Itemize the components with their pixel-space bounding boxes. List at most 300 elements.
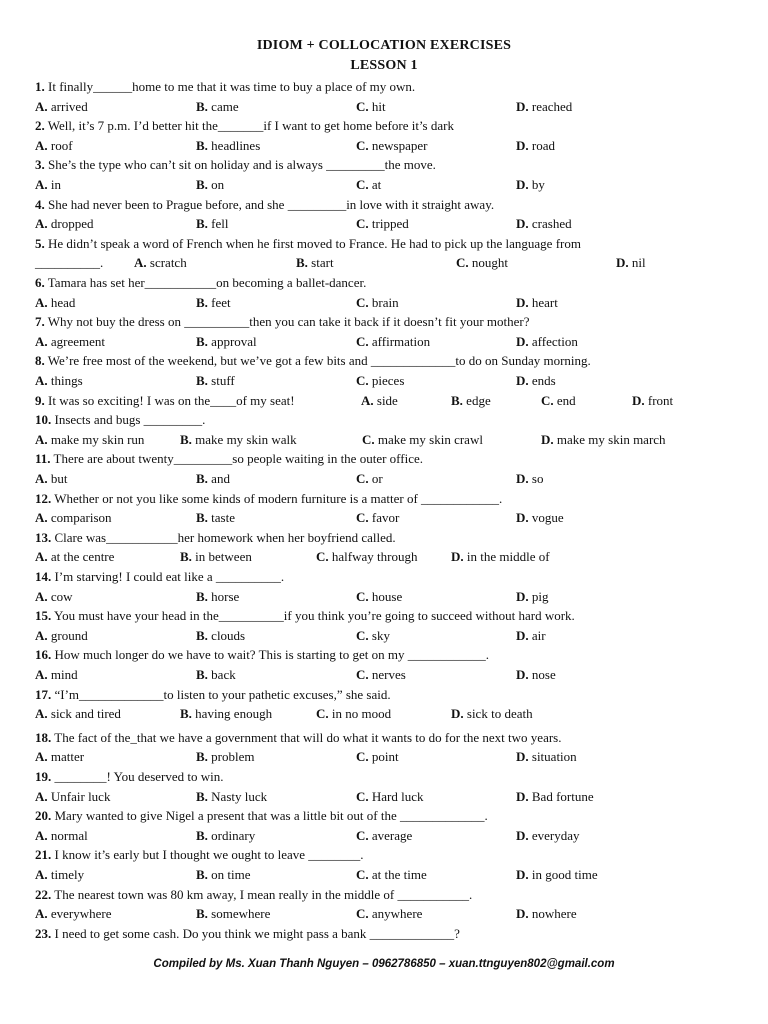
option-text: nerves <box>368 667 406 682</box>
answer-option[interactable] <box>196 747 255 766</box>
option-text: problem <box>207 749 255 765</box>
option-letter: D. <box>516 333 529 349</box>
answer-option[interactable] <box>451 547 550 566</box>
answer-option[interactable] <box>196 626 245 645</box>
answer-option[interactable] <box>180 547 252 566</box>
option-letter: D. <box>516 373 529 388</box>
option-text: end <box>553 392 576 408</box>
question-text: The nearest town was 80 km away, I mean really in the middle of ___________. <box>51 886 473 902</box>
question-text: There are about twenty_________so people waiting in the outer office. <box>50 451 423 467</box>
question-stem <box>35 234 581 253</box>
answer-option[interactable] <box>516 371 556 390</box>
answer-option[interactable] <box>516 136 555 155</box>
answer-option[interactable] <box>196 371 235 390</box>
answer-option[interactable] <box>516 787 594 806</box>
option-text: sky <box>368 627 390 643</box>
option-letter: A. <box>35 177 48 192</box>
option-text: headlines <box>207 137 261 153</box>
question-text: Why not buy the dress on __________then you can take it back if it doesn’t fit your mother? <box>44 314 530 330</box>
answer-option[interactable] <box>356 904 422 923</box>
option-text: sick and tired <box>47 706 121 722</box>
answer-option[interactable] <box>35 332 105 351</box>
question-number: 3. <box>35 157 45 173</box>
option-text: side <box>373 392 398 408</box>
option-letter: A. <box>35 549 48 565</box>
option-text: normal <box>47 827 88 843</box>
option-text: stuff <box>207 373 235 388</box>
option-letter: A. <box>35 98 48 114</box>
option-text: on time <box>207 867 251 882</box>
question-text: She had never been to Prague before, and she _________in love with it straight away. <box>44 196 495 212</box>
question-stem <box>35 645 489 664</box>
answer-option[interactable] <box>356 97 386 116</box>
option-letter: A. <box>35 294 48 310</box>
answer-option[interactable] <box>362 430 483 449</box>
option-text: hit <box>368 98 386 114</box>
option-text: ground <box>47 627 88 643</box>
option-text: on <box>207 177 225 192</box>
question-text: I’m starving! I could eat like a __________. <box>51 569 285 584</box>
option-letter: C. <box>356 627 369 643</box>
answer-option[interactable] <box>356 508 399 527</box>
option-letter: B. <box>196 667 208 682</box>
option-text: clouds <box>207 627 246 643</box>
answer-option[interactable] <box>516 332 578 351</box>
question-number: 1. <box>35 79 45 94</box>
answer-option[interactable] <box>516 665 556 684</box>
question-stem <box>35 195 494 214</box>
question-text: Tamara has set her___________on becoming a ballet-dancer. <box>44 275 367 290</box>
answer-option[interactable] <box>356 747 399 766</box>
question-stem <box>35 567 284 586</box>
question-number: 8. <box>35 353 45 369</box>
question-number: 9. <box>35 392 45 408</box>
option-letter: B. <box>296 255 308 271</box>
answer-option[interactable] <box>180 430 297 449</box>
option-letter: D. <box>516 749 529 765</box>
option-letter: D. <box>516 471 529 486</box>
option-letter: D. <box>516 667 529 682</box>
answer-option[interactable] <box>356 214 409 233</box>
question-text: ________! You deserved to win. <box>51 769 224 784</box>
answer-option[interactable] <box>196 175 224 194</box>
option-text: make my skin walk <box>191 431 297 447</box>
option-text: point <box>368 749 399 765</box>
question-text-continued: __________. <box>35 255 104 271</box>
option-letter: B. <box>196 333 208 349</box>
option-text: air <box>528 627 546 643</box>
question-number: 18. <box>35 729 52 745</box>
answer-option[interactable] <box>35 826 88 845</box>
question-stem <box>35 924 460 943</box>
answer-option[interactable] <box>35 136 73 155</box>
option-letter: C. <box>316 706 329 722</box>
option-text: vogue <box>528 510 564 526</box>
answer-option[interactable] <box>196 665 236 684</box>
question-stem <box>35 155 436 174</box>
option-text: Bad fortune <box>528 788 594 804</box>
option-text: heart <box>528 294 558 310</box>
option-letter: B. <box>180 549 192 565</box>
question-stem <box>35 351 591 370</box>
question-text: I know it’s early but I thought we ought to leave ________. <box>51 847 364 863</box>
option-letter: B. <box>196 177 208 192</box>
option-text: taste <box>207 510 235 526</box>
option-letter: C. <box>356 867 369 882</box>
option-text: everywhere <box>47 906 112 922</box>
option-letter: B. <box>196 510 208 526</box>
option-text: sick to death <box>463 706 533 722</box>
question-stem <box>35 767 224 786</box>
question-text: You must have your head in the__________if you think you’re going to succeed without hard work. <box>51 608 575 624</box>
option-letter: D. <box>516 788 529 804</box>
question-stem <box>35 806 488 825</box>
option-letter: A. <box>35 510 48 526</box>
question-number: 14. <box>35 569 52 584</box>
option-letter: A. <box>361 392 374 408</box>
option-text: Hard luck <box>368 788 424 804</box>
option-letter: B. <box>196 373 208 388</box>
question-stem <box>35 312 530 331</box>
answer-option[interactable] <box>356 787 424 806</box>
answer-option[interactable] <box>356 665 406 684</box>
option-letter: C. <box>362 431 375 447</box>
answer-option[interactable] <box>451 391 491 410</box>
question-number: 15. <box>35 608 52 624</box>
answer-option[interactable] <box>356 332 430 351</box>
option-text: at <box>368 177 382 192</box>
answer-option[interactable] <box>541 430 666 449</box>
answer-option[interactable] <box>316 704 391 723</box>
option-text: Unfair luck <box>47 788 111 804</box>
answer-option[interactable] <box>516 826 580 845</box>
answer-option[interactable] <box>196 826 255 845</box>
option-letter: C. <box>356 333 369 349</box>
answer-option[interactable] <box>356 826 412 845</box>
option-text: crashed <box>528 216 572 232</box>
option-letter: C. <box>316 549 329 565</box>
question-number: 12. <box>35 490 52 506</box>
option-letter: C. <box>356 471 369 486</box>
option-text: in no mood <box>328 706 392 722</box>
answer-option[interactable] <box>356 136 427 155</box>
option-letter: D. <box>516 510 529 526</box>
question-number: 20. <box>35 808 52 824</box>
question-text: Well, it’s 7 p.m. I’d better hit the_______if I want to get home before it’s dark <box>44 118 454 134</box>
answer-option[interactable] <box>516 508 564 527</box>
option-letter: D. <box>451 549 464 565</box>
option-text: matter <box>47 749 85 765</box>
option-text: nought <box>468 255 509 271</box>
option-text: things <box>47 373 83 388</box>
answer-option[interactable] <box>516 469 543 488</box>
option-text: make my skin march <box>553 431 666 447</box>
option-letter: A. <box>35 588 48 604</box>
question-number: 10. <box>35 412 52 428</box>
option-text: in between <box>191 549 252 565</box>
answer-option[interactable] <box>35 787 110 806</box>
answer-option[interactable] <box>35 665 78 684</box>
option-letter: D. <box>516 177 529 192</box>
question-stem <box>35 885 472 904</box>
option-text: make my skin crawl <box>374 431 483 447</box>
answer-option[interactable] <box>361 391 398 410</box>
option-letter: B. <box>180 706 192 722</box>
answer-option[interactable] <box>516 626 546 645</box>
answer-option[interactable] <box>35 704 121 723</box>
option-letter: D. <box>632 392 645 408</box>
answer-option[interactable] <box>35 747 84 766</box>
option-letter: D. <box>516 867 529 882</box>
option-text: at the centre <box>47 549 115 565</box>
option-letter: D. <box>516 98 529 114</box>
option-text: somewhere <box>207 906 271 922</box>
option-text: in <box>47 177 62 192</box>
option-letter: A. <box>35 667 48 682</box>
option-text: nowhere <box>528 906 577 922</box>
option-text: feet <box>207 294 231 310</box>
question-stem <box>35 845 364 864</box>
option-letter: A. <box>35 749 48 765</box>
answer-option[interactable] <box>516 214 572 233</box>
question-text: Whether or not you like some kinds of modern furniture is a matter of ____________. <box>51 490 503 506</box>
question-text: Clare was___________her homework when her boyfriend called. <box>51 529 396 545</box>
option-letter: C. <box>356 588 369 604</box>
answer-option[interactable] <box>196 508 235 527</box>
option-letter: B. <box>196 98 208 114</box>
question-stem <box>35 410 205 429</box>
question-number: 11. <box>35 451 51 467</box>
option-text: start <box>307 255 334 271</box>
option-letter: D. <box>616 255 629 271</box>
answer-option[interactable] <box>356 175 381 194</box>
question-text: It was so exciting! I was on the____of my seat! <box>44 392 295 408</box>
answer-option[interactable] <box>196 865 251 884</box>
question-stem <box>35 606 575 625</box>
option-letter: D. <box>516 137 529 153</box>
answer-option[interactable] <box>134 253 187 272</box>
option-letter: B. <box>196 827 208 843</box>
answer-option[interactable] <box>35 587 73 606</box>
answer-option[interactable] <box>541 391 576 410</box>
question-stem <box>35 728 561 747</box>
option-text: so <box>528 471 544 486</box>
option-text: nil <box>628 255 646 271</box>
option-text: tripped <box>368 216 409 232</box>
option-letter: C. <box>541 392 554 408</box>
question-number: 13. <box>35 529 52 545</box>
question-number: 19. <box>35 769 52 784</box>
option-text: halfway through <box>328 549 418 565</box>
answer-option[interactable] <box>35 904 112 923</box>
option-text: Nasty luck <box>207 788 268 804</box>
answer-option[interactable] <box>196 136 260 155</box>
answer-option[interactable] <box>196 904 270 923</box>
option-letter: A. <box>35 788 48 804</box>
option-text: roof <box>47 137 73 153</box>
answer-option[interactable] <box>356 293 399 312</box>
answer-option[interactable] <box>451 704 533 723</box>
answer-option[interactable] <box>356 469 383 488</box>
answer-option[interactable] <box>356 371 404 390</box>
question-text: He didn’t speak a word of French when he first moved to France. He had to pick up the language from <box>44 235 581 251</box>
option-text: head <box>47 294 76 310</box>
option-letter: A. <box>35 333 48 349</box>
answer-option[interactable] <box>316 547 417 566</box>
option-text: ends <box>528 373 556 388</box>
option-letter: B. <box>451 392 463 408</box>
question-stem <box>35 685 391 704</box>
answer-option[interactable] <box>180 704 272 723</box>
option-text: situation <box>528 749 577 765</box>
question-stem <box>35 449 423 468</box>
answer-option[interactable] <box>35 469 68 488</box>
option-text: in the middle of <box>463 549 550 565</box>
answer-option[interactable] <box>196 587 239 606</box>
question-text: “I’m_____________to listen to your pathetic excuses,” she said. <box>51 686 391 702</box>
option-letter: A. <box>35 627 48 643</box>
option-letter: B. <box>196 867 208 882</box>
option-letter: B. <box>180 431 192 447</box>
option-text: affection <box>528 333 578 349</box>
option-letter: B. <box>196 216 208 232</box>
answer-option[interactable] <box>356 626 390 645</box>
option-letter: C. <box>356 216 369 232</box>
option-letter: D. <box>541 431 554 447</box>
answer-option[interactable] <box>35 547 114 566</box>
answer-option[interactable] <box>516 747 577 766</box>
option-text: arrived <box>47 98 88 114</box>
option-letter: B. <box>196 471 208 486</box>
question-text: Mary wanted to give Nigel a present that was a little bit out of the _____________. <box>51 808 488 824</box>
option-text: at the time <box>368 867 427 882</box>
question-number: 2. <box>35 118 45 134</box>
option-letter: C. <box>356 373 369 388</box>
answer-option[interactable] <box>516 587 549 606</box>
option-letter: C. <box>356 177 369 192</box>
option-text: brain <box>368 294 399 310</box>
question-stem <box>35 116 454 135</box>
option-letter: B. <box>196 906 208 922</box>
option-letter: A. <box>35 431 48 447</box>
option-letter: D. <box>516 294 529 310</box>
option-text: anywhere <box>368 906 423 922</box>
question-number: 22. <box>35 886 52 902</box>
answer-option[interactable] <box>356 865 427 884</box>
question-number: 4. <box>35 196 45 212</box>
option-text: house <box>368 588 403 604</box>
option-letter: A. <box>35 216 48 232</box>
answer-option[interactable] <box>296 253 334 272</box>
option-text: back <box>207 667 236 682</box>
question-text: The fact of the_that we have a government that will do what it wants to do for the next two years. <box>51 729 562 745</box>
answer-option[interactable] <box>516 175 545 194</box>
answer-option[interactable] <box>196 469 230 488</box>
question-text: How much longer do we have to wait? This is starting to get on my ____________. <box>51 647 489 663</box>
question-text: She’s the type who can’t sit on holiday and is always _________the move. <box>44 157 436 173</box>
question-text: It finally______home to me that it was time to buy a place of my own. <box>44 79 416 94</box>
option-letter: A. <box>35 137 48 153</box>
answer-option[interactable] <box>516 904 577 923</box>
answer-option[interactable] <box>35 214 94 233</box>
option-text: make my skin run <box>47 431 145 447</box>
option-text: horse <box>207 588 240 604</box>
option-letter: B. <box>196 749 208 765</box>
option-letter: C. <box>456 255 469 271</box>
question-number: 16. <box>35 647 52 663</box>
answer-option[interactable] <box>196 97 239 116</box>
option-text: in good time <box>528 867 598 882</box>
option-text: affirmation <box>368 333 431 349</box>
option-text: cow <box>47 588 73 604</box>
option-text: scratch <box>146 255 187 271</box>
option-letter: D. <box>451 706 464 722</box>
option-letter: A. <box>35 471 48 486</box>
option-letter: D. <box>516 906 529 922</box>
option-letter: B. <box>196 627 208 643</box>
option-text: pieces <box>368 373 405 388</box>
answer-option[interactable] <box>516 293 558 312</box>
answer-option[interactable] <box>632 391 673 410</box>
answer-option[interactable] <box>35 371 83 390</box>
question-stem <box>35 77 415 96</box>
answer-option[interactable] <box>516 97 572 116</box>
question-text: We’re free most of the weekend, but we’ve got a few bits and _____________to do on Sunday morning. <box>44 353 591 369</box>
option-letter: C. <box>356 906 369 922</box>
answer-option[interactable] <box>616 253 646 272</box>
answer-option[interactable] <box>35 293 75 312</box>
option-letter: A. <box>134 255 147 271</box>
answer-option[interactable] <box>196 293 231 312</box>
question-stem <box>35 489 502 508</box>
option-text: reached <box>528 98 573 114</box>
option-letter: C. <box>356 667 369 682</box>
answer-option[interactable] <box>196 332 257 351</box>
answer-option[interactable] <box>35 97 88 116</box>
option-letter: C. <box>356 137 369 153</box>
question-text: Insects and bugs _________. <box>51 412 206 428</box>
option-letter: C. <box>356 98 369 114</box>
answer-option[interactable] <box>456 253 508 272</box>
option-text: having enough <box>191 706 273 722</box>
option-letter: B. <box>196 294 208 310</box>
answer-option[interactable] <box>196 214 229 233</box>
answer-option[interactable] <box>35 430 144 449</box>
option-letter: A. <box>35 906 48 922</box>
option-letter: C. <box>356 827 369 843</box>
option-text: and <box>207 471 230 486</box>
answer-option[interactable] <box>516 865 598 884</box>
compiler-footer: Compiled by Ms. Xuan Thanh Nguyen – 0962786850 – xuan.ttnguyen802@gmail.com <box>153 958 615 970</box>
option-letter: D. <box>516 827 529 843</box>
answer-option[interactable] <box>35 865 84 884</box>
answer-option[interactable] <box>35 175 61 194</box>
option-text: favor <box>368 510 400 526</box>
option-letter: A. <box>35 827 48 843</box>
question-number: 17. <box>35 686 52 702</box>
question-stem <box>35 391 295 410</box>
answer-option[interactable] <box>35 508 112 527</box>
option-text: but <box>47 471 68 486</box>
option-letter: C. <box>356 294 369 310</box>
option-text: by <box>528 177 545 192</box>
answer-option[interactable] <box>356 587 402 606</box>
option-letter: A. <box>35 867 48 882</box>
answer-option[interactable] <box>35 626 88 645</box>
option-letter: B. <box>196 788 208 804</box>
answer-option[interactable] <box>196 787 267 806</box>
option-letter: A. <box>35 373 48 388</box>
